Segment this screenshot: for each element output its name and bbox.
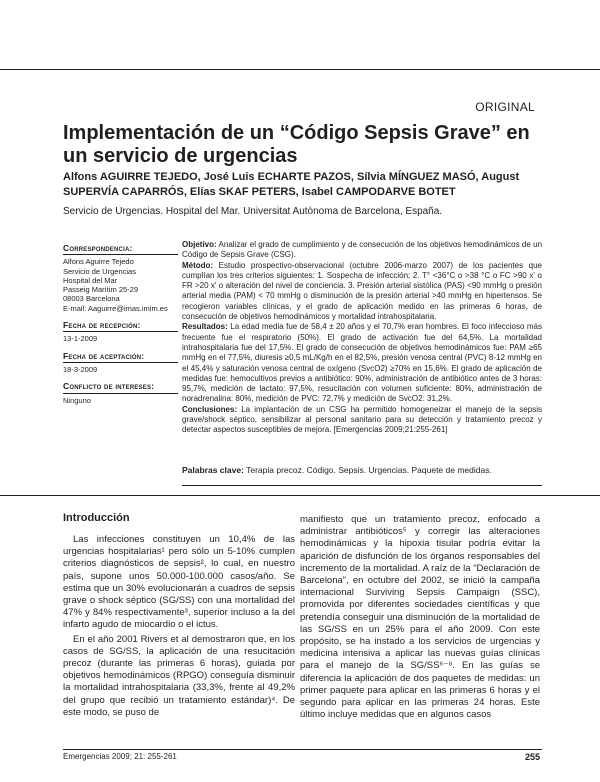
accepted-date: 18-3-2009 xyxy=(63,364,98,374)
correspondence-email: E-mail: Aaguirre@imas.imim.es xyxy=(63,303,168,313)
author-list: Alfons AGUIRRE TEJEDO, José Luis ECHARTE PAZOS, Sílvia MÍNGUEZ MASÓ, August SUPERVÍA CAPARRÓS, Elías SKAF PETERS, Isabel CAMPODARVE BOTET xyxy=(63,171,520,198)
correspondence-line: Hospital del Mar xyxy=(63,275,118,285)
article-title: Implementación de un “Código Sepsis Grave” en un servicio de urgencias xyxy=(63,122,530,167)
body-column-left xyxy=(63,534,295,721)
body-paragraph: manifiesto que un tratamiento precoz, enfocado a administrar antibióticos⁵ y corregir las alteraciones hemodinámicas y la hipoxia tisular podría evitar la aparición de disfunción de los órganos responsables del incremento de la mortalidad. A raíz de la “Declaración de Barcelona”, en octubre del 2002, se inició la campaña internacional Surviving Sepsis Campaign (SSC), promovida por diferentes sociedades científicas y que pretendía conseguir una disminución de la mortalidad de las SG/SS en un 25% para el año 2009. Con este propósito, se ha instado a los servicios de urgencias y medicina intensiva a aplicar las nuevas guías clínicas para el manejo de la SG/SS⁶⁻⁸. En las guías se diferencia la aplicación de dos paquetes de medidas: un primer paquete para aplicar en las primeras 6 horas y el segundo para aplicar en las primeras 24 horas. Este último incluye medidas que en algunos casos xyxy=(300,514,540,721)
abstract xyxy=(182,240,542,436)
accepted-block xyxy=(63,352,178,375)
correspondence-sidebar xyxy=(63,244,178,413)
conflict-heading: Conflicto de intereses: xyxy=(63,382,178,393)
received-block xyxy=(63,321,178,344)
body-paragraph: Las infecciones constituyen un 10,4% de las urgencias hospitalarias¹ pero sólo un 5-10% cumplen criterios diagnósticos de sepsis², lo cual, en nuestro país, supone unos 50.000-100.000 casos/año. Se estima que un 30% evolucionarán a cuadros de sepsis grave o shock séptico (SG/SS) con una mortalidad del 47% y 84% respectivamente³, superior incluso a la del infarto agudo de miocardio o el ictus. xyxy=(63,534,295,631)
conclusions-text: La implantación de un CSG ha permitido homogeneizar el manejo de la sepsis grave/shock séptico, sensibilizar al personal sanitario para su detección y tratamiento precoz y detectar aspectos susceptibles de mejora. [Emergencias 2009;21:255-261] xyxy=(182,404,542,435)
keywords-text: Terapia precoz. Código. Sepsis. Urgencias. Paquete de medidas. xyxy=(246,465,492,475)
section-label: ORIGINAL xyxy=(475,100,535,114)
body-paragraph: En el año 2001 Rivers et al demostraron que, en los casos de SG/SS, la aplicación de una resucitación precoz (durante las primeras 6 horas), guiada por objetivos hemodinámicos (RPGO) conseguía disminuir la mortalidad intrahospitalaria (33,3%, frente al 49,2% del grupo que recibió un tratamiento estándar)⁴. De este modo, se puso de xyxy=(63,633,295,718)
correspondence-line: Passeig Marítim 25-29 xyxy=(63,285,139,295)
footer-rule xyxy=(63,749,542,750)
page-number: 255 xyxy=(524,752,540,762)
results-label: Resultados: xyxy=(182,322,228,332)
correspondence-heading: Correspondencia: xyxy=(63,244,178,255)
intro-heading: Introducción xyxy=(63,512,130,524)
top-rule xyxy=(0,69,600,70)
accepted-heading: Fecha de aceptación: xyxy=(63,352,178,363)
correspondence-line: Servicio de Urgencias xyxy=(63,266,136,276)
method-text: Estudio prospectivo-observacional (octubre 2006-marzo 2007) de los pacientes que cumplían los tres criterios siguientes: 1. Sospecha de infección; 2. T° <36°C o >38 °C o FC >90 x' o FR >20 x' o alteración del nivel de conciencia. 3. Presión arterial sistólica (PAS) <90 mmHg o presión arterial media (PAM) < 70 mmHg o disminución de la presión arterial >40 mmHg en hipertensos. Se recogieron variables clínicas, y el grado de aplicación medido en las primeras 6 horas, de consecución de objetivos hemodinámicos y mortalidad intrahospitalaria. xyxy=(182,260,542,322)
correspondence-block xyxy=(63,244,178,313)
section-divider xyxy=(0,495,600,496)
conclusions-label: Conclusiones: xyxy=(182,404,238,414)
objective-text: Analizar el grado de cumplimiento y de consecución de los objetivos hemodinámicos de un Código de Sepsis Grave (CSG). xyxy=(182,240,543,260)
correspondence-line: 08003 Barcelona xyxy=(63,294,120,304)
conflict-value: Ninguno xyxy=(63,395,91,405)
conflict-block xyxy=(63,382,178,405)
affiliation: Servicio de Urgencias. Hospital del Mar. Universitat Autònoma de Barcelona, España. xyxy=(63,206,443,217)
received-heading: Fecha de recepción: xyxy=(63,321,178,332)
results-text: La edad media fue de 58,4 ± 20 años y el 70,7% eran hombres. El foco infeccioso más frecuente fue el respiratorio (50%). El grado de activación fue del 64,5%. La mortalidad intrahospitalaria fue del 17,5%. El grado de consecución de objetivos hemodinámicos fue: PAM ≥65 mmHg en el 77,5%, diuresis ≥0,5 mL/Kg/h en el 82,5%, presión venosa central (PVC) 8-12 mmHg en el 45,4% y saturación venosa central de oxígeno (SvcO2) ≥70% en 15,6%. El grado de aplicación de medidas fue: hemocultivos previos a antibiótico: 90%, administración de antibiótico antes de 3 horas: 95,7%, medición de lactato: 97,5%, resucitación con volumen suficiente: 80%, administración de noradrenalina: 80%, medición de PVC: 72,7% y medición de SvcO2: 31,2%. xyxy=(182,322,542,404)
abstract-objective xyxy=(182,240,542,261)
objective-label: Objetivo: xyxy=(182,240,217,249)
footer-citation: Emergencias 2009; 21: 255-261 xyxy=(63,752,177,761)
method-label: Método: xyxy=(182,260,214,270)
keywords-rule xyxy=(182,485,542,486)
keywords-label: Palabras clave: xyxy=(182,465,244,475)
received-date: 13-1-2009 xyxy=(63,334,98,344)
abstract-results xyxy=(182,322,542,404)
keywords xyxy=(182,465,542,475)
abstract-conclusions xyxy=(182,405,542,436)
abstract-method xyxy=(182,261,542,323)
body-column-right xyxy=(300,514,540,723)
correspondence-line: Alfons Aguirre Tejedo xyxy=(63,257,134,267)
